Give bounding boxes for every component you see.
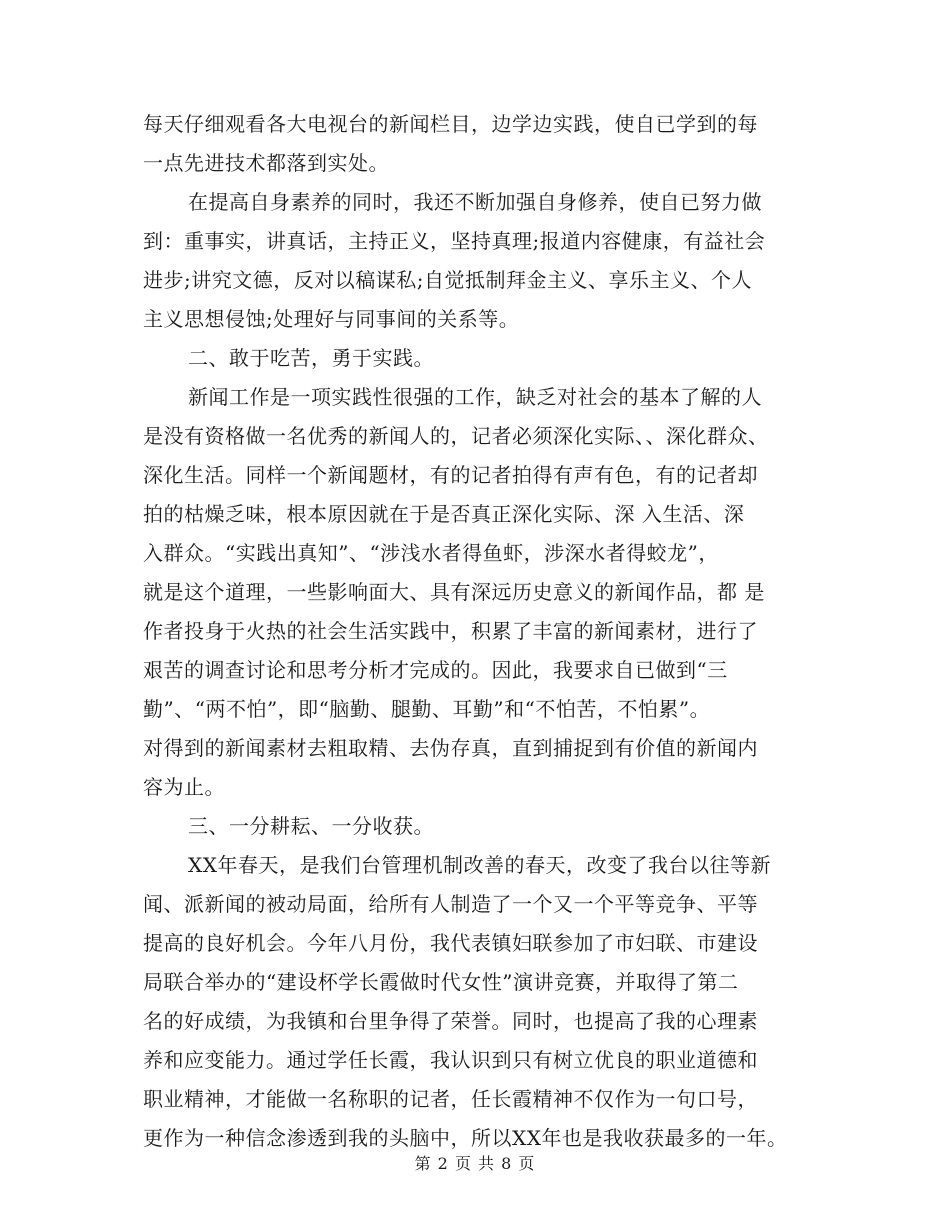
text-line: 进步;讲究文德，反对以稿谋私;自觉抵制拜金主义、享乐主义、个人 xyxy=(143,268,752,292)
text-line: 养和应变能力。通过学任长霞，我认识到只有树立优良的职业道德和 xyxy=(143,1048,758,1072)
paragraph-start-line: XX年春天，是我们台管理机制改善的春天，改变了我台以往等新 xyxy=(188,853,771,877)
text-line: 深化生活。同样一个新闻题材，有的记者拍得有声有色，有的记者却 xyxy=(143,463,758,487)
text-line: 闻、派新闻的被动局面，给所有人制造了一个又一个平等竞争、平等 xyxy=(143,892,758,916)
text-line: 对得到的新闻素材去粗取精、去伪存真，直到捕捉到有价值的新闻内 xyxy=(143,736,758,760)
text-line: 是没有资格做一名优秀的新闻人的，记者必须深化实际、、深化群众、 xyxy=(143,424,769,448)
text-line: 职业精神，才能做一名称职的记者，任长霞精神不仅作为一句口号， xyxy=(143,1087,758,1111)
text-line: 一点先进技术都落到实处。 xyxy=(143,151,389,175)
text-line: 拍的枯燥乏味，根本原因就在于是否真正深化实际、深 入生活、深 xyxy=(143,502,745,526)
text-line: 就是这个道理，一些影响面大、具有深远历史意义的新闻作品，都 是 xyxy=(143,580,765,604)
text-line: 每天仔细观看各大电视台的新闻栏目，边学边实践，使自已学到的每 xyxy=(143,112,758,136)
text-line: 容为止。 xyxy=(143,775,225,799)
text-line: 勤”、“两不怕”，即“脑勤、腿勤、耳勤”和“不怕苦，不怕累”。 xyxy=(143,697,711,721)
text-line: 提高的良好机会。今年八月份，我代表镇妇联参加了市妇联、市建设 xyxy=(143,931,758,955)
section-heading: 二、敢于吃苦，勇于实践。 xyxy=(188,346,434,370)
text-line: 到：重事实，讲真话，主持正义，坚持真理;报道内容健康，有益社会 xyxy=(143,229,766,253)
paragraph-start-line: 新闻工作是一项实践性很强的工作，缺乏对社会的基本了解的人 xyxy=(188,385,762,409)
text-line: 入群众。“实践出真知”、“涉浅水者得鱼虾，涉深水者得蛟龙”， xyxy=(143,541,719,565)
paragraph-start-line: 在提高自身素养的同时，我还不断加强自身修养，使自已努力做 xyxy=(188,190,762,214)
text-line: 艰苦的调查讨论和思考分析才完成的。因此，我要求自已做到“三 xyxy=(143,658,728,682)
text-line: 主义思想侵蚀;处理好与同事间的关系等。 xyxy=(143,307,520,331)
page-number-footer: 第 2 页 共 8 页 xyxy=(414,1154,536,1173)
text-line: 名的好成绩，为我镇和台里争得了荣誉。同时，也提高了我的心理素 xyxy=(143,1009,758,1033)
text-line: 更作为一种信念渗透到我的头脑中，所以XX年也是我收获最多的一年。 xyxy=(143,1126,788,1150)
text-line: 局联合举办的“建设杯学长霞做时代女性”演讲竞赛，并取得了第二 xyxy=(143,970,739,994)
text-line: 作者投身于火热的社会生活实践中，积累了丰富的新闻素材，进行了 xyxy=(143,619,758,643)
section-heading: 三、一分耕耘、一分收获。 xyxy=(188,814,434,838)
